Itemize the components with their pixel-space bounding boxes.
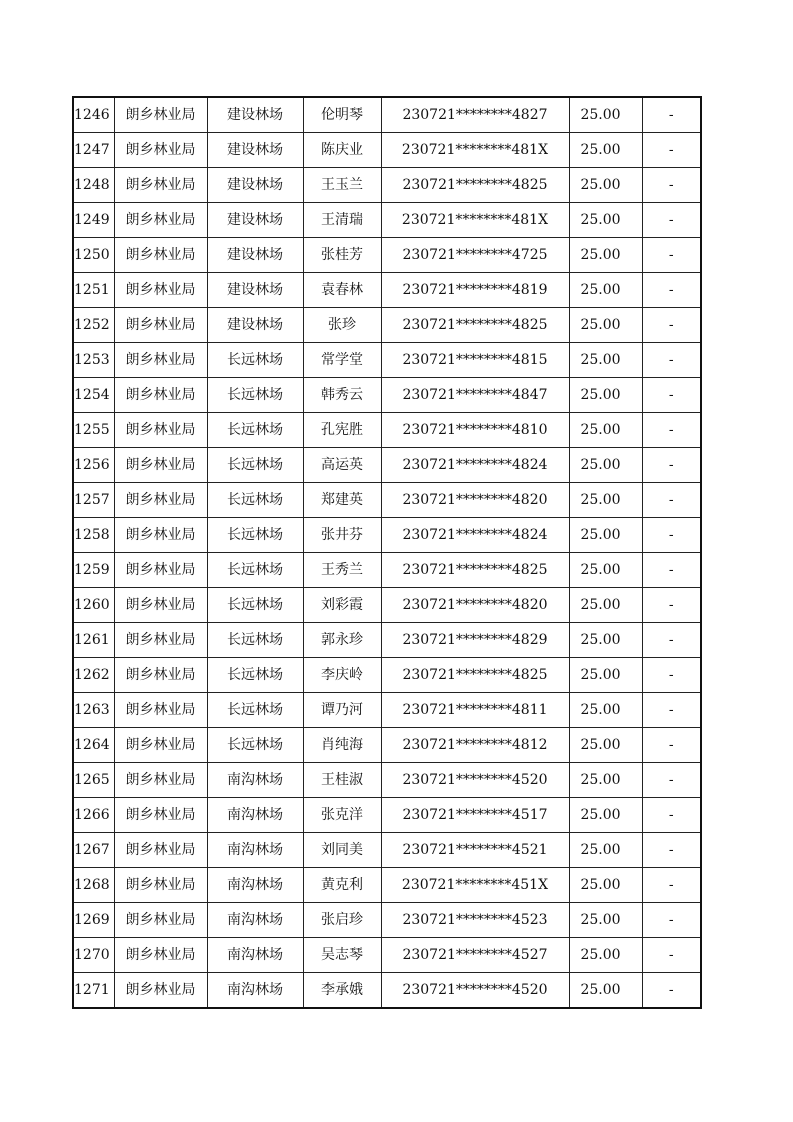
amount-cell: [569, 308, 642, 343]
amount-cell-text: 25.00: [580, 597, 621, 613]
id-number-cell: 230721********4521: [381, 833, 569, 868]
amount-cell-text: 25.00: [580, 737, 621, 753]
id-number-cell: 230721********4820: [381, 483, 569, 518]
row-number-cell: [73, 343, 114, 378]
amount-cell-text: 25.00: [580, 177, 621, 193]
person-name-cell: 吴志琴: [303, 938, 381, 973]
forestry-bureau-cell: 朗乡林业局: [114, 378, 207, 413]
table-row: [73, 448, 701, 483]
row-number-cell: [73, 623, 114, 658]
forestry-bureau-cell: 朗乡林业局: [114, 623, 207, 658]
person-name-cell: 谭乃河: [303, 693, 381, 728]
row-number-cell-text: 1257: [74, 492, 110, 508]
row-number-cell-text: 1266: [74, 807, 110, 823]
row-number-cell: [73, 378, 114, 413]
forest-farm-cell: 长远林场: [207, 413, 303, 448]
person-name-cell: 王秀兰: [303, 553, 381, 588]
amount-cell: [569, 203, 642, 238]
row-number-cell: [73, 273, 114, 308]
note-cell: -: [642, 168, 701, 203]
amount-cell: [569, 238, 642, 273]
row-number-cell: [73, 518, 114, 553]
table-row: [73, 168, 701, 203]
person-name-cell: 常学堂: [303, 343, 381, 378]
id-number-cell: 230721********4824: [381, 518, 569, 553]
id-number-cell: 230721********4820: [381, 588, 569, 623]
amount-cell: [569, 343, 642, 378]
row-number-cell: [73, 168, 114, 203]
row-number-cell: [73, 448, 114, 483]
table-row: [73, 938, 701, 973]
forest-farm-cell: 建设林场: [207, 238, 303, 273]
note-cell: -: [642, 868, 701, 903]
id-number-cell: 230721********4812: [381, 728, 569, 763]
amount-cell: [569, 693, 642, 728]
row-number-cell-text: 1259: [74, 562, 110, 578]
row-number-cell-text: 1267: [74, 842, 110, 858]
amount-cell-text: 25.00: [580, 877, 621, 893]
row-number-cell: [73, 308, 114, 343]
amount-cell-text: 25.00: [580, 212, 621, 228]
person-name-cell: 李承娥: [303, 973, 381, 1009]
row-number-cell-text: 1251: [74, 282, 110, 298]
row-number-cell: [73, 97, 114, 133]
table-row: [73, 483, 701, 518]
person-name-cell: 张桂芳: [303, 238, 381, 273]
row-number-cell: [73, 483, 114, 518]
id-number-cell: 230721********4825: [381, 553, 569, 588]
table-body: [73, 97, 701, 1008]
amount-cell-text: 25.00: [580, 422, 621, 438]
forestry-bureau-cell: 朗乡林业局: [114, 203, 207, 238]
person-name-cell: 王清瑞: [303, 203, 381, 238]
id-number-cell: 230721********4815: [381, 343, 569, 378]
note-cell: -: [642, 553, 701, 588]
row-number-cell: [73, 658, 114, 693]
forestry-bureau-cell: 朗乡林业局: [114, 343, 207, 378]
amount-cell: [569, 973, 642, 1009]
forestry-bureau-cell: 朗乡林业局: [114, 868, 207, 903]
person-name-cell: 陈庆业: [303, 133, 381, 168]
amount-cell: [569, 798, 642, 833]
id-number-cell: 230721********4825: [381, 308, 569, 343]
forestry-bureau-cell: 朗乡林业局: [114, 308, 207, 343]
row-number-cell: [73, 693, 114, 728]
amount-cell: [569, 378, 642, 413]
subsidy-table: [72, 96, 702, 1009]
note-cell: -: [642, 97, 701, 133]
forest-farm-cell: 南沟林场: [207, 938, 303, 973]
forest-farm-cell: 建设林场: [207, 203, 303, 238]
row-number-cell-text: 1269: [74, 912, 110, 928]
forestry-bureau-cell: 朗乡林业局: [114, 588, 207, 623]
table-row: [73, 798, 701, 833]
person-name-cell: 王玉兰: [303, 168, 381, 203]
forestry-bureau-cell: 朗乡林业局: [114, 553, 207, 588]
table-row: [73, 868, 701, 903]
row-number-cell-text: 1260: [74, 597, 110, 613]
row-number-cell-text: 1255: [74, 422, 110, 438]
note-cell: -: [642, 413, 701, 448]
person-name-cell: 黄克利: [303, 868, 381, 903]
row-number-cell: [73, 728, 114, 763]
row-number-cell: [73, 763, 114, 798]
id-number-cell: 230721********4829: [381, 623, 569, 658]
note-cell: -: [642, 448, 701, 483]
amount-cell: [569, 833, 642, 868]
amount-cell-text: 25.00: [580, 247, 621, 263]
forest-farm-cell: 长远林场: [207, 588, 303, 623]
amount-cell: [569, 483, 642, 518]
row-number-cell-text: 1253: [74, 352, 110, 368]
note-cell: -: [642, 238, 701, 273]
note-cell: -: [642, 378, 701, 413]
person-name-cell: 刘彩霞: [303, 588, 381, 623]
person-name-cell: 袁春林: [303, 273, 381, 308]
row-number-cell: [73, 903, 114, 938]
id-number-cell: 230721********481X: [381, 203, 569, 238]
note-cell: -: [642, 973, 701, 1009]
table-row: [73, 903, 701, 938]
note-cell: -: [642, 588, 701, 623]
row-number-cell: [73, 973, 114, 1009]
row-number-cell-text: 1246: [74, 107, 110, 123]
id-number-cell: 230721********4819: [381, 273, 569, 308]
note-cell: -: [642, 728, 701, 763]
forestry-bureau-cell: 朗乡林业局: [114, 483, 207, 518]
row-number-cell-text: 1256: [74, 457, 110, 473]
note-cell: -: [642, 518, 701, 553]
forestry-bureau-cell: 朗乡林业局: [114, 938, 207, 973]
note-cell: -: [642, 763, 701, 798]
note-cell: -: [642, 483, 701, 518]
forestry-bureau-cell: 朗乡林业局: [114, 413, 207, 448]
table-row: [73, 833, 701, 868]
table-row: [73, 413, 701, 448]
row-number-cell-text: 1249: [74, 212, 110, 228]
row-number-cell: [73, 413, 114, 448]
forest-farm-cell: 建设林场: [207, 273, 303, 308]
forest-farm-cell: 建设林场: [207, 97, 303, 133]
forestry-bureau-cell: 朗乡林业局: [114, 798, 207, 833]
amount-cell: [569, 448, 642, 483]
row-number-cell-text: 1270: [74, 947, 110, 963]
person-name-cell: 高运英: [303, 448, 381, 483]
amount-cell-text: 25.00: [580, 282, 621, 298]
amount-cell-text: 25.00: [580, 142, 621, 158]
person-name-cell: 张井芬: [303, 518, 381, 553]
person-name-cell: 张克洋: [303, 798, 381, 833]
forest-farm-cell: 长远林场: [207, 343, 303, 378]
person-name-cell: 王桂淑: [303, 763, 381, 798]
forestry-bureau-cell: 朗乡林业局: [114, 728, 207, 763]
id-number-cell: 230721********451X: [381, 868, 569, 903]
row-number-cell: [73, 588, 114, 623]
forest-farm-cell: 长远林场: [207, 483, 303, 518]
note-cell: -: [642, 693, 701, 728]
row-number-cell-text: 1248: [74, 177, 110, 193]
person-name-cell: 伦明琴: [303, 97, 381, 133]
amount-cell: [569, 623, 642, 658]
amount-cell: [569, 273, 642, 308]
note-cell: -: [642, 133, 701, 168]
table-row: [73, 308, 701, 343]
person-name-cell: 郑建英: [303, 483, 381, 518]
amount-cell: [569, 518, 642, 553]
amount-cell-text: 25.00: [580, 982, 621, 998]
id-number-cell: 230721********4523: [381, 903, 569, 938]
table-row: [73, 763, 701, 798]
person-name-cell: 张珍: [303, 308, 381, 343]
forest-farm-cell: 长远林场: [207, 448, 303, 483]
table-row: [73, 728, 701, 763]
table-row: [73, 588, 701, 623]
amount-cell: [569, 553, 642, 588]
row-number-cell-text: 1264: [74, 737, 110, 753]
amount-cell-text: 25.00: [580, 807, 621, 823]
amount-cell: [569, 728, 642, 763]
note-cell: -: [642, 273, 701, 308]
person-name-cell: 肖纯海: [303, 728, 381, 763]
table-row: [73, 973, 701, 1009]
forest-farm-cell: 南沟林场: [207, 798, 303, 833]
person-name-cell: 郭永珍: [303, 623, 381, 658]
amount-cell-text: 25.00: [580, 457, 621, 473]
row-number-cell: [73, 553, 114, 588]
forestry-bureau-cell: 朗乡林业局: [114, 448, 207, 483]
row-number-cell-text: 1271: [74, 982, 110, 998]
note-cell: -: [642, 623, 701, 658]
table-row: [73, 658, 701, 693]
note-cell: -: [642, 308, 701, 343]
amount-cell-text: 25.00: [580, 492, 621, 508]
person-name-cell: 张启珍: [303, 903, 381, 938]
amount-cell-text: 25.00: [580, 352, 621, 368]
table-row: [73, 378, 701, 413]
amount-cell: [569, 97, 642, 133]
note-cell: -: [642, 903, 701, 938]
row-number-cell-text: 1250: [74, 247, 110, 263]
note-cell: -: [642, 658, 701, 693]
forest-farm-cell: 南沟林场: [207, 868, 303, 903]
person-name-cell: 刘同美: [303, 833, 381, 868]
row-number-cell: [73, 238, 114, 273]
amount-cell-text: 25.00: [580, 772, 621, 788]
forestry-bureau-cell: 朗乡林业局: [114, 693, 207, 728]
row-number-cell: [73, 798, 114, 833]
id-number-cell: 230721********481X: [381, 133, 569, 168]
forestry-bureau-cell: 朗乡林业局: [114, 97, 207, 133]
amount-cell: [569, 588, 642, 623]
forestry-bureau-cell: 朗乡林业局: [114, 168, 207, 203]
person-name-cell: 李庆岭: [303, 658, 381, 693]
row-number-cell-text: 1254: [74, 387, 110, 403]
amount-cell-text: 25.00: [580, 667, 621, 683]
forest-farm-cell: 长远林场: [207, 553, 303, 588]
forest-farm-cell: 长远林场: [207, 693, 303, 728]
note-cell: -: [642, 203, 701, 238]
row-number-cell-text: 1262: [74, 667, 110, 683]
forestry-bureau-cell: 朗乡林业局: [114, 518, 207, 553]
table-row: [73, 623, 701, 658]
forestry-bureau-cell: 朗乡林业局: [114, 833, 207, 868]
forest-farm-cell: 建设林场: [207, 308, 303, 343]
table-row: [73, 238, 701, 273]
forestry-bureau-cell: 朗乡林业局: [114, 238, 207, 273]
amount-cell-text: 25.00: [580, 387, 621, 403]
id-number-cell: 230721********4825: [381, 658, 569, 693]
forest-farm-cell: 长远林场: [207, 623, 303, 658]
person-name-cell: 孔宪胜: [303, 413, 381, 448]
table-row: [73, 273, 701, 308]
row-number-cell: [73, 938, 114, 973]
note-cell: -: [642, 343, 701, 378]
id-number-cell: 230721********4847: [381, 378, 569, 413]
forest-farm-cell: 长远林场: [207, 728, 303, 763]
amount-cell-text: 25.00: [580, 107, 621, 123]
forest-farm-cell: 建设林场: [207, 133, 303, 168]
table-row: [73, 518, 701, 553]
person-name-cell: 韩秀云: [303, 378, 381, 413]
table-row: [73, 693, 701, 728]
table-row: [73, 97, 701, 133]
id-number-cell: 230721********4520: [381, 763, 569, 798]
row-number-cell-text: 1258: [74, 527, 110, 543]
row-number-cell: [73, 833, 114, 868]
id-number-cell: 230721********4520: [381, 973, 569, 1009]
id-number-cell: 230721********4517: [381, 798, 569, 833]
id-number-cell: 230721********4810: [381, 413, 569, 448]
forest-farm-cell: 南沟林场: [207, 973, 303, 1009]
forest-farm-cell: 南沟林场: [207, 763, 303, 798]
amount-cell-text: 25.00: [580, 947, 621, 963]
note-cell: -: [642, 938, 701, 973]
id-number-cell: 230721********4827: [381, 97, 569, 133]
id-number-cell: 230721********4725: [381, 238, 569, 273]
amount-cell: [569, 413, 642, 448]
forest-farm-cell: 建设林场: [207, 168, 303, 203]
amount-cell: [569, 133, 642, 168]
amount-cell-text: 25.00: [580, 842, 621, 858]
row-number-cell-text: 1247: [74, 142, 110, 158]
id-number-cell: 230721********4811: [381, 693, 569, 728]
table-row: [73, 553, 701, 588]
forest-farm-cell: 长远林场: [207, 518, 303, 553]
note-cell: -: [642, 833, 701, 868]
forest-farm-cell: 南沟林场: [207, 833, 303, 868]
amount-cell: [569, 903, 642, 938]
forest-farm-cell: 长远林场: [207, 378, 303, 413]
forest-farm-cell: 南沟林场: [207, 903, 303, 938]
row-number-cell-text: 1252: [74, 317, 110, 333]
forestry-bureau-cell: 朗乡林业局: [114, 273, 207, 308]
amount-cell: [569, 868, 642, 903]
forestry-bureau-cell: 朗乡林业局: [114, 658, 207, 693]
row-number-cell-text: 1268: [74, 877, 110, 893]
id-number-cell: 230721********4527: [381, 938, 569, 973]
amount-cell-text: 25.00: [580, 317, 621, 333]
forestry-bureau-cell: 朗乡林业局: [114, 133, 207, 168]
row-number-cell-text: 1261: [74, 632, 110, 648]
amount-cell-text: 25.00: [580, 632, 621, 648]
amount-cell: [569, 938, 642, 973]
row-number-cell: [73, 133, 114, 168]
amount-cell-text: 25.00: [580, 562, 621, 578]
table-row: [73, 133, 701, 168]
id-number-cell: 230721********4824: [381, 448, 569, 483]
table-row: [73, 203, 701, 238]
row-number-cell-text: 1263: [74, 702, 110, 718]
amount-cell: [569, 658, 642, 693]
forest-farm-cell: 长远林场: [207, 658, 303, 693]
amount-cell-text: 25.00: [580, 702, 621, 718]
id-number-cell: 230721********4825: [381, 168, 569, 203]
forestry-bureau-cell: 朗乡林业局: [114, 973, 207, 1009]
amount-cell: [569, 763, 642, 798]
forestry-bureau-cell: 朗乡林业局: [114, 763, 207, 798]
row-number-cell-text: 1265: [74, 772, 110, 788]
row-number-cell: [73, 868, 114, 903]
forestry-bureau-cell: 朗乡林业局: [114, 903, 207, 938]
amount-cell-text: 25.00: [580, 912, 621, 928]
note-cell: -: [642, 798, 701, 833]
table-row: [73, 343, 701, 378]
row-number-cell: [73, 203, 114, 238]
amount-cell-text: 25.00: [580, 527, 621, 543]
amount-cell: [569, 168, 642, 203]
